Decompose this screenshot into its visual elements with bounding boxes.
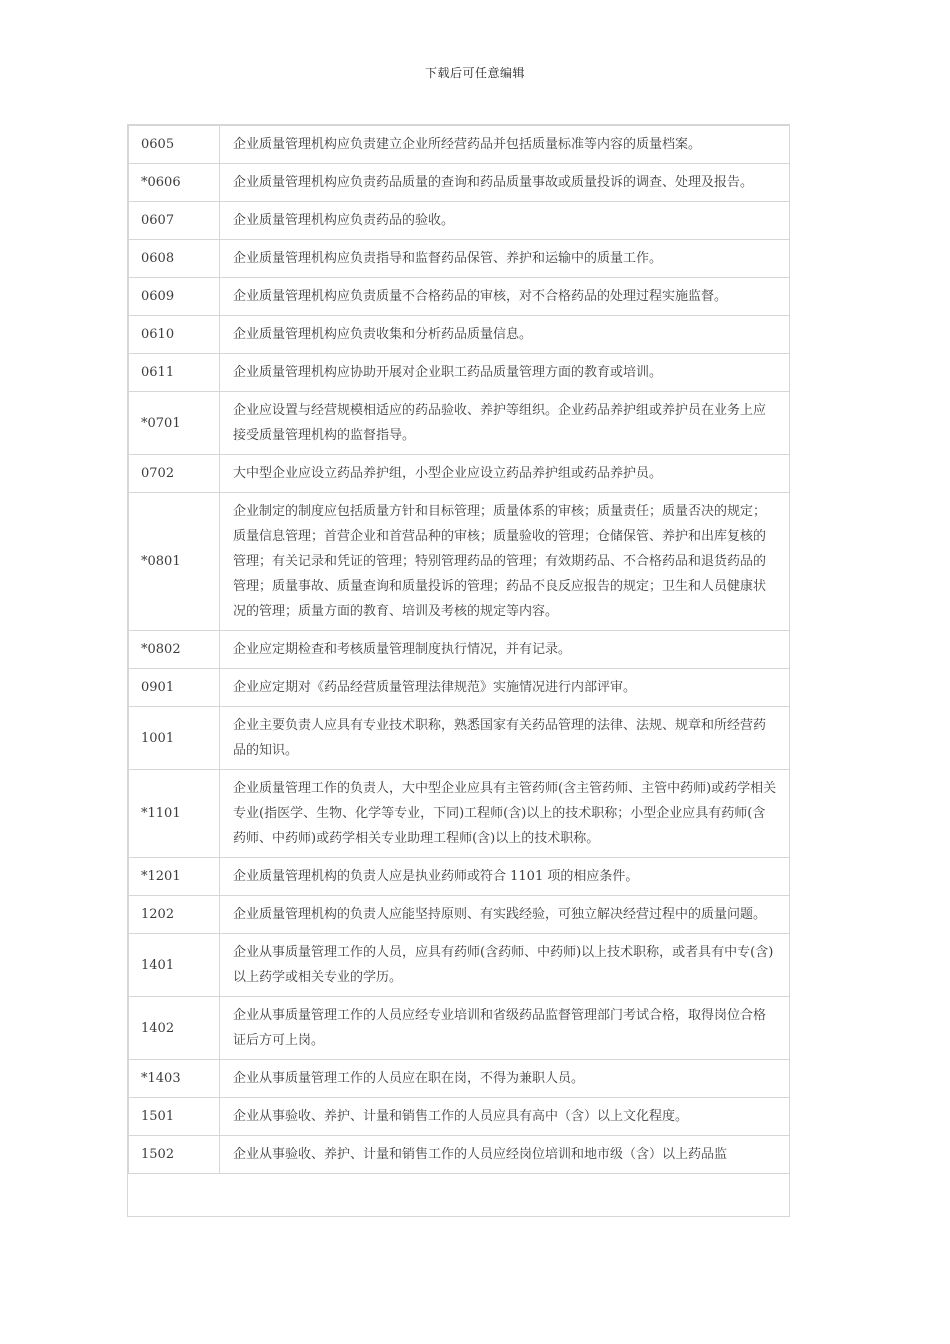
item-requirement: 企业从事质量管理工作的人员，应具有药师(含药师、中药师)以上技术职称，或者具有中专(含)以上药学或相关专业的学历。	[220, 934, 791, 997]
item-requirement: 大中型企业应设立药品养护组，小型企业应设立药品养护组或药品养护员。	[220, 455, 791, 493]
item-code: 0608	[129, 240, 220, 278]
item-requirement: 企业质量管理机构应负责药品的验收。	[220, 202, 791, 240]
item-requirement: 企业质量管理机构应负责药品质量的查询和药品质量事故或质量投诉的调查、处理及报告。	[220, 164, 791, 202]
item-requirement: 企业质量管理机构应负责收集和分析药品质量信息。	[220, 316, 791, 354]
table-row	[129, 240, 791, 278]
table-row	[129, 354, 791, 392]
table-row	[129, 164, 791, 202]
item-code: *0606	[129, 164, 220, 202]
table-row	[129, 631, 791, 669]
table-row	[129, 669, 791, 707]
item-code: 1001	[129, 707, 220, 770]
item-requirement: 企业应设置与经营规模相适应的药品验收、养护等组织。企业药品养护组或养护员在业务上应接受质量管理机构的监督指导。	[220, 392, 791, 455]
item-requirement: 企业从事验收、养护、计量和销售工作的人员应经岗位培训和地市级（含）以上药品监	[220, 1136, 791, 1174]
item-code: 0607	[129, 202, 220, 240]
item-code: 0901	[129, 669, 220, 707]
item-requirement: 企业应定期检查和考核质量管理制度执行情况，并有记录。	[220, 631, 791, 669]
item-code: *0802	[129, 631, 220, 669]
item-requirement: 企业主要负责人应具有专业技术职称，熟悉国家有关药品管理的法律、法规、规章和所经营药品的知识。	[220, 707, 791, 770]
item-code: *0701	[129, 392, 220, 455]
item-requirement: 企业质量管理机构应协助开展对企业职工药品质量管理方面的教育或培训。	[220, 354, 791, 392]
table-row	[129, 316, 791, 354]
item-requirement: 企业从事验收、养护、计量和销售工作的人员应具有高中（含）以上文化程度。	[220, 1098, 791, 1136]
table-row	[129, 1098, 791, 1136]
table-row	[129, 997, 791, 1060]
item-code: *1101	[129, 770, 220, 858]
table-row	[129, 1060, 791, 1098]
table-row	[129, 278, 791, 316]
item-code: *1403	[129, 1060, 220, 1098]
item-requirement: 企业从事质量管理工作的人员应在职在岗，不得为兼职人员。	[220, 1060, 791, 1098]
item-requirement: 企业从事质量管理工作的人员应经专业培训和省级药品监督管理部门考试合格，取得岗位合格证后方可上岗。	[220, 997, 791, 1060]
table-row	[129, 202, 791, 240]
table-row	[129, 770, 791, 858]
item-code: 1202	[129, 896, 220, 934]
item-code: 0605	[129, 126, 220, 164]
item-code: 1501	[129, 1098, 220, 1136]
table-row	[129, 392, 791, 455]
item-code: 1402	[129, 997, 220, 1060]
item-code: 1401	[129, 934, 220, 997]
page-header-title: 下载后可任意编辑	[424, 66, 525, 80]
item-requirement: 企业质量管理工作的负责人，大中型企业应具有主管药师(含主管药师、主管中药师)或药学相关专业(指医学、生物、化学等专业，下同)工程师(含)以上的技术职称；小型企业应具有药师(含药师、中药师)或药学相关专业助理工程师(含)以上的技术职称。	[220, 770, 791, 858]
item-requirement: 企业质量管理机构应负责建立企业所经营药品并包括质量标准等内容的质量档案。	[220, 126, 791, 164]
requirements-table	[127, 124, 790, 1217]
item-code: 0611	[129, 354, 220, 392]
table-row	[129, 934, 791, 997]
table-row	[129, 1136, 791, 1174]
item-requirement: 企业质量管理机构应负责质量不合格药品的审核，对不合格药品的处理过程实施监督。	[220, 278, 791, 316]
table-row	[129, 707, 791, 770]
item-requirement: 企业质量管理机构的负责人应是执业药师或符合 1101 项的相应条件。	[220, 858, 791, 896]
item-requirement: 企业应定期对《药品经营质量管理法律规范》实施情况进行内部评审。	[220, 669, 791, 707]
table-row	[129, 896, 791, 934]
table-row	[129, 126, 791, 164]
item-code: 0609	[129, 278, 220, 316]
table-row	[129, 858, 791, 896]
item-code: 1502	[129, 1136, 220, 1174]
item-code: *0801	[129, 493, 220, 631]
item-requirement: 企业质量管理机构的负责人应能坚持原则、有实践经验，可独立解决经营过程中的质量问题。	[220, 896, 791, 934]
table-row	[129, 493, 791, 631]
item-code: 0610	[129, 316, 220, 354]
requirements-table-body	[128, 125, 790, 1174]
item-requirement: 企业制定的制度应包括质量方针和目标管理；质量体系的审核；质量责任；质量否决的规定；质量信息管理；首营企业和首营品种的审核；质量验收的管理；仓储保管、养护和出库复核的管理；有关记录和凭证的管理；特别管理药品的管理；有效期药品、不合格药品和退货药品的管理；质量事故、质量查询和质量投诉的管理；药品不良反应报告的规定；卫生和人员健康状况的管理；质量方面的教育、培训及考核的规定等内容。	[220, 493, 791, 631]
item-requirement: 企业质量管理机构应负责指导和监督药品保管、养护和运输中的质量工作。	[220, 240, 791, 278]
item-code: *1201	[129, 858, 220, 896]
table-row	[129, 455, 791, 493]
item-code: 0702	[129, 455, 220, 493]
